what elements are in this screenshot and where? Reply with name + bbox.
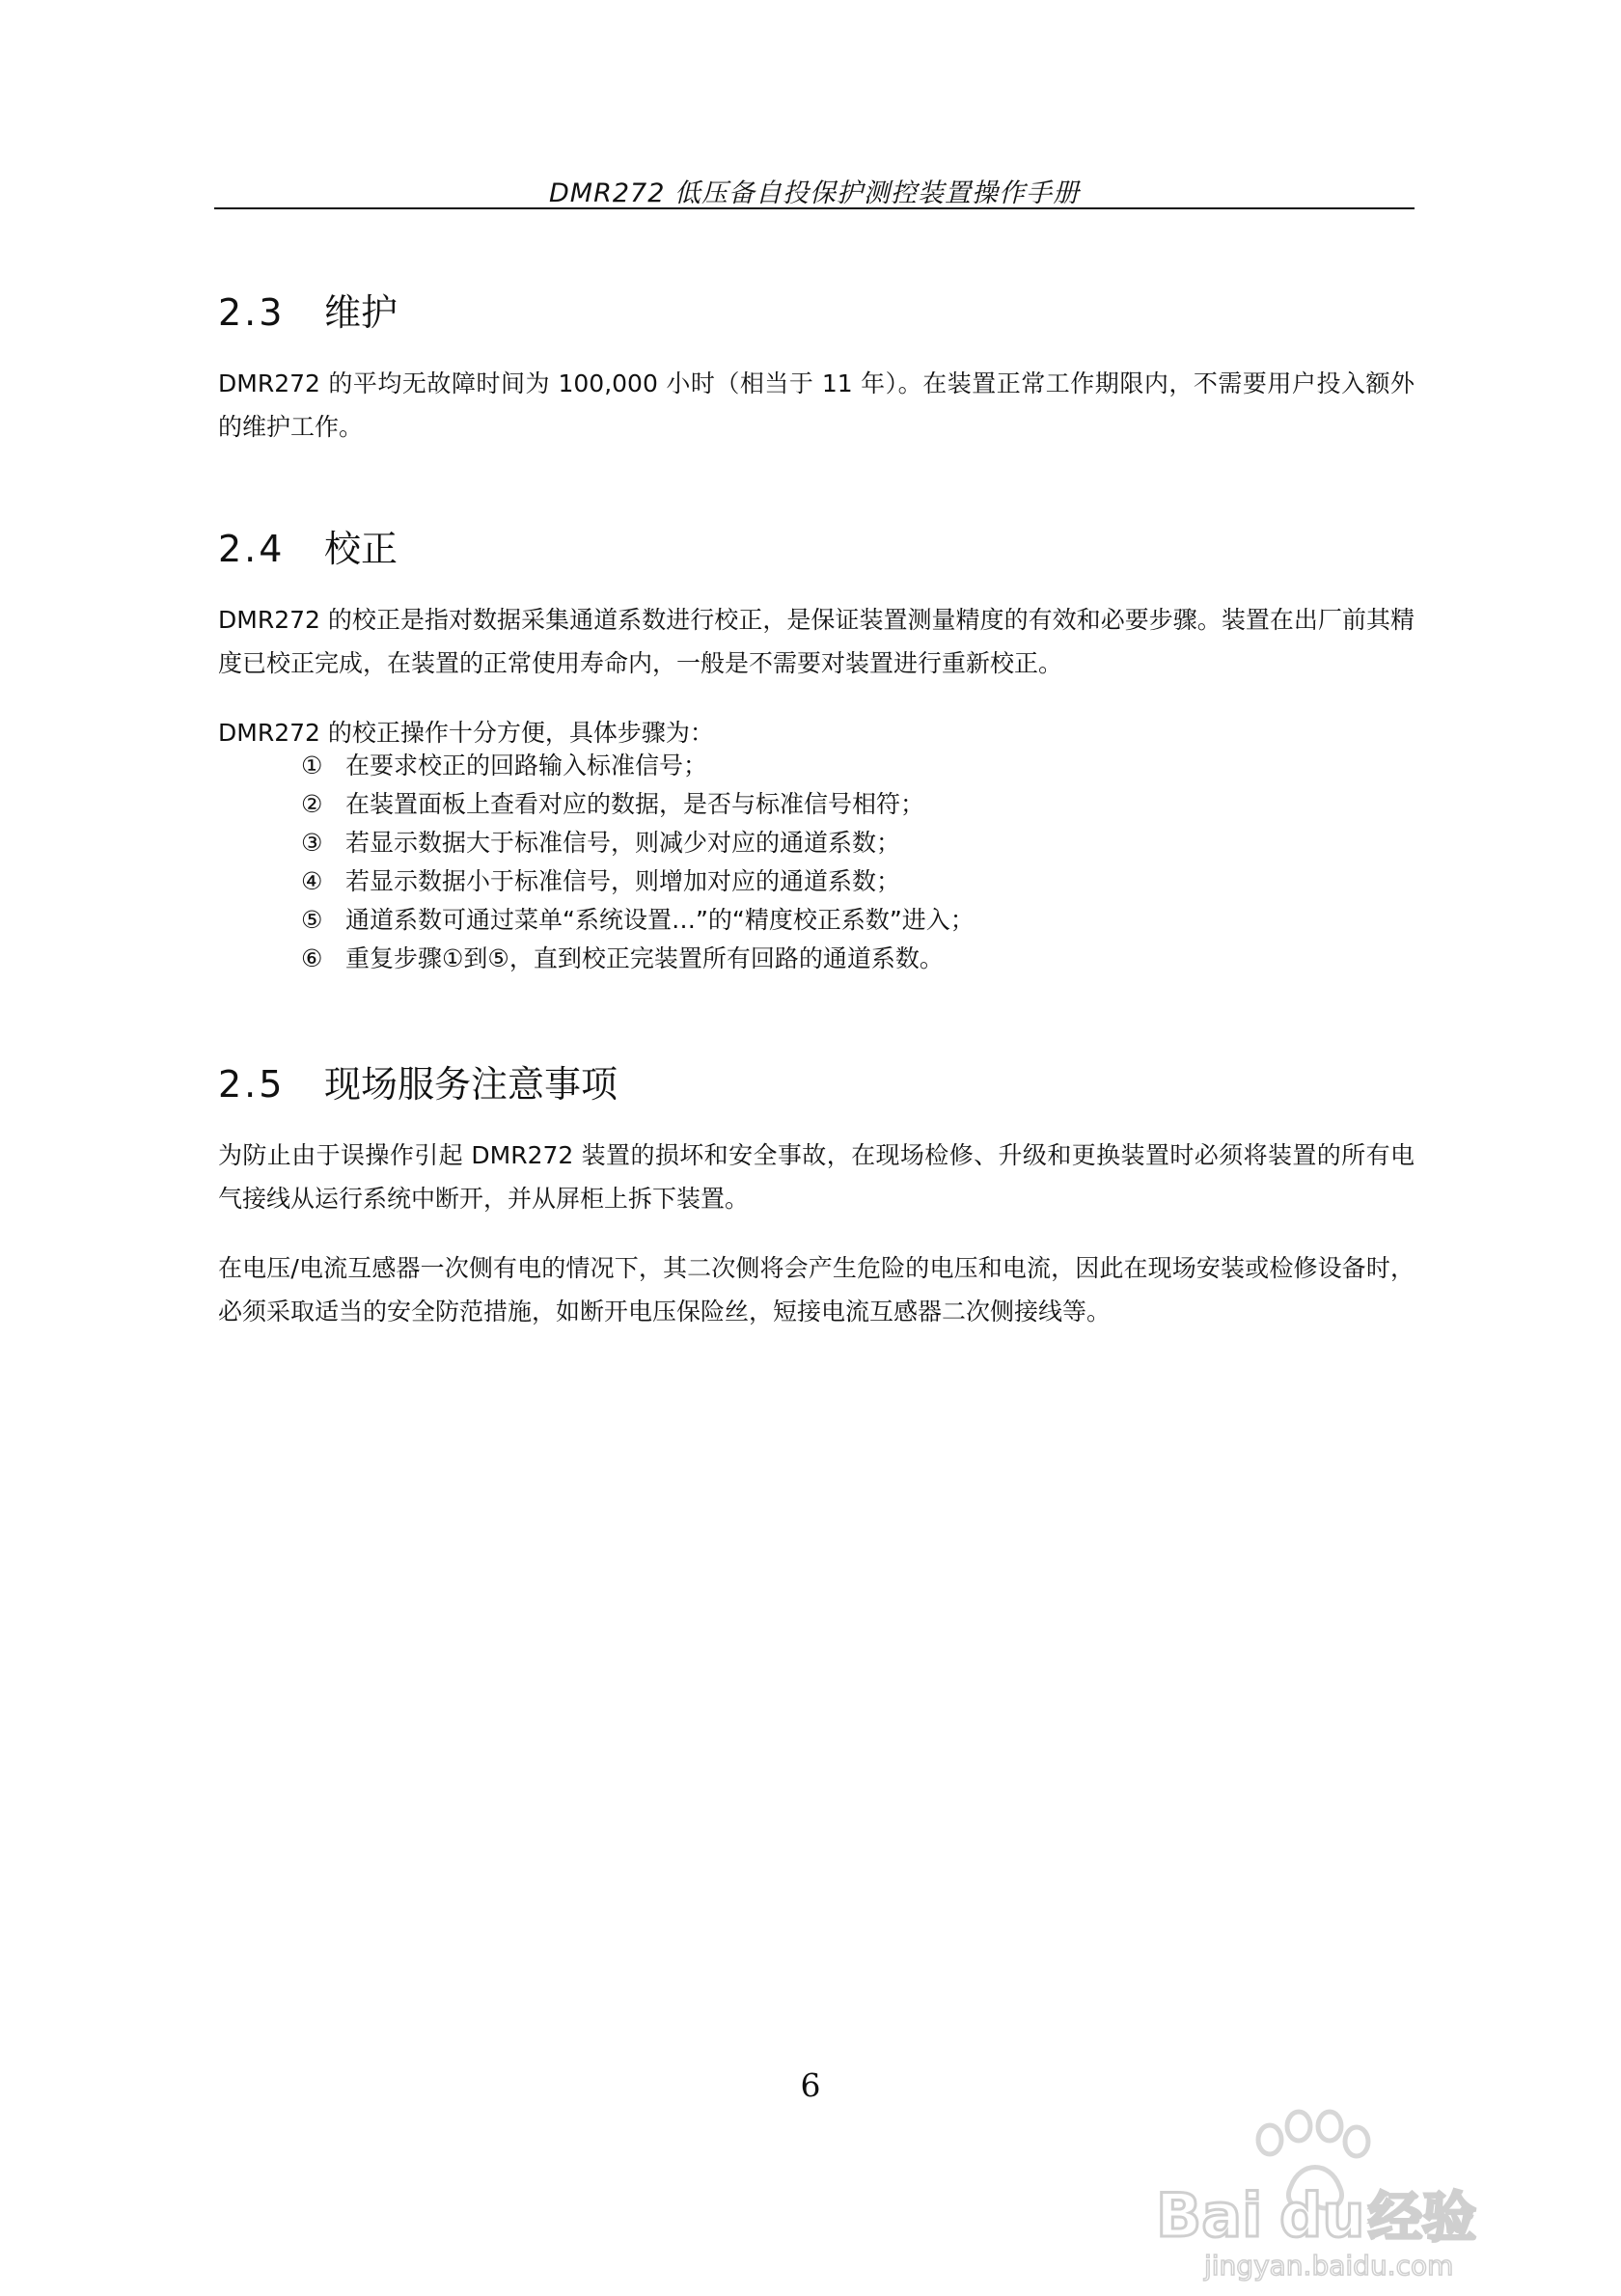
step-marker: ② [301, 790, 323, 818]
list-item [301, 824, 1411, 862]
section-heading-2-5 [218, 1054, 618, 1107]
page-number: 6 [800, 2066, 821, 2104]
step-text: 在要求校正的回路输入标准信号； [345, 752, 708, 779]
step-marker: ⑤ [301, 906, 323, 934]
baidu-jingyan-watermark [1156, 2101, 1542, 2284]
section-title: 校正 [324, 528, 398, 570]
field-service-paragraph-2: 在电压/电流互感器一次侧有电的情况下，其二次侧将会产生危险的电压和电流，因此在现场安装或检修设备时，必须采取适当的安全防范措施，如断开电压保险丝，短接电流互感器二次侧接线等。 [218, 1254, 1415, 1326]
section-number: 2.3 [218, 291, 286, 334]
step-text: 若显示数据大于标准信号，则减少对应的通道系数； [345, 829, 901, 857]
section-number: 2.5 [218, 1063, 286, 1106]
section-title: 现场服务注意事项 [324, 1063, 618, 1106]
step-marker: ④ [301, 867, 323, 895]
maintenance-paragraph: DMR272 的平均无故障时间为 100,000 小时（相当于 11 年）。在装置正常工作期限内，不需要用户投入额外的维护工作。 [218, 369, 1415, 441]
calibration-steps-intro: DMR272 的校正操作十分方便，具体步骤为： [218, 719, 714, 747]
step-marker: ③ [301, 829, 323, 857]
step-marker: ⑥ [301, 944, 323, 972]
svg-text:jingyan.baidu.com: jingyan.baidu.com [1204, 2250, 1454, 2282]
step-text: 在装置面板上查看对应的数据，是否与标准信号相符； [345, 790, 925, 818]
step-text: 重复步骤①到⑤，直到校正完装置所有回路的通道系数。 [345, 944, 944, 972]
running-header: DMR272 低压备自投保护测控装置操作手册 [549, 178, 1080, 208]
baidu-paw-logo-icon [1156, 2101, 1542, 2284]
list-item [301, 940, 1411, 978]
field-service-paragraph-1: 为防止由于误操作引起 DMR272 装置的损坏和安全事故，在现场检修、升级和更换装置时必须将装置的所有电气接线从运行系统中断开，并从屏柜上拆下装置。 [218, 1141, 1415, 1213]
list-item [301, 862, 1411, 901]
section-title: 维护 [324, 291, 398, 334]
header-rule [214, 207, 1415, 209]
list-item [301, 747, 1411, 785]
list-item [301, 785, 1411, 824]
svg-text:Bai: Bai [1156, 2180, 1263, 2251]
step-marker: ① [301, 752, 323, 779]
calibration-paragraph: DMR272 的校正是指对数据采集通道系数进行校正，是保证装置测量精度的有效和必要步骤。装置在出厂前其精度已校正完成，在装置的正常使用寿命内，一般是不需要对装置进行重新校正。 [218, 606, 1415, 677]
step-text: 通道系数可通过菜单“系统设置…”的“精度校正系数”进入； [345, 906, 975, 934]
list-item [301, 901, 1411, 940]
svg-text:经验: 经验 [1368, 2187, 1476, 2250]
calibration-steps-list [301, 747, 1411, 978]
section-number: 2.4 [218, 528, 286, 570]
step-text: 若显示数据小于标准信号，则增加对应的通道系数； [345, 867, 901, 895]
section-heading-2-3 [218, 283, 398, 336]
section-heading-2-4 [218, 519, 398, 572]
svg-text:du: du [1279, 2180, 1365, 2251]
